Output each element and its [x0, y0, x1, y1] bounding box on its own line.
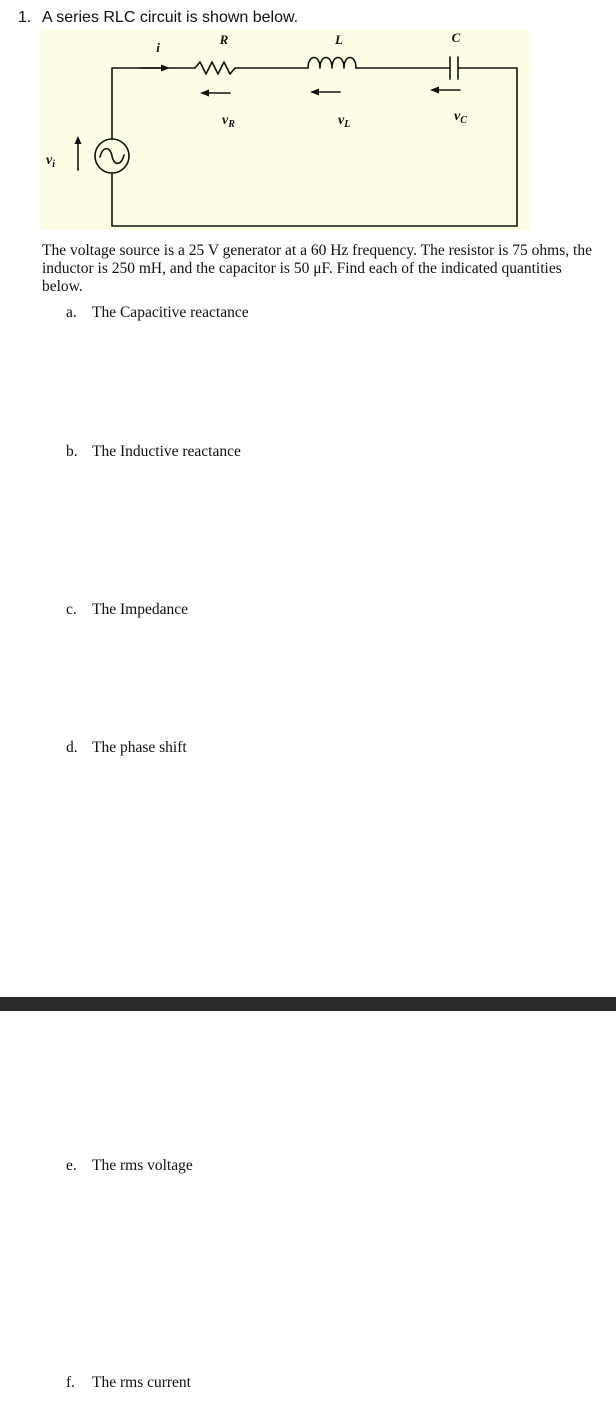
capacitor-label: C	[451, 30, 461, 45]
part-a-text: The Capacitive reactance	[92, 304, 249, 321]
part-c	[66, 601, 188, 619]
vl-label: $v_L$	[338, 113, 351, 130]
part-b	[66, 443, 241, 461]
circuit-background	[40, 30, 530, 230]
question-number: 1.	[18, 9, 32, 26]
part-c-text: The Impedance	[92, 601, 188, 618]
part-b-letter: b.	[66, 443, 78, 460]
resistor-label: R	[219, 32, 229, 47]
page-divider	[0, 997, 616, 1011]
part-e-text: The rms voltage	[92, 1157, 193, 1174]
part-f-letter: f.	[66, 1374, 76, 1391]
inductor-label: L	[335, 32, 343, 47]
current-label: i	[156, 40, 160, 55]
question-heading	[18, 8, 298, 28]
part-f	[66, 1374, 191, 1392]
problem-statement: The voltage source is a 25 V generator at a 60 Hz frequency. The resistor is 75 ohms, the inductor is 250 mH, and the capacitor is 50 μF. Find each of the indicated quantities below.	[42, 242, 592, 295]
part-d-text: The phase shift	[92, 739, 187, 756]
part-c-letter: c.	[66, 601, 77, 618]
vr-label: $v_R$	[222, 113, 235, 130]
rlc-circuit-diagram	[40, 30, 530, 230]
question-title: A series RLC circuit is shown below.	[42, 9, 299, 26]
part-f-text: The rms current	[92, 1374, 191, 1391]
vi-label: $v_i$	[46, 153, 55, 170]
part-d	[66, 739, 187, 757]
part-a	[66, 304, 249, 322]
part-e-letter: e.	[66, 1157, 77, 1174]
part-a-letter: a.	[66, 304, 77, 321]
part-e	[66, 1157, 193, 1175]
part-d-letter: d.	[66, 739, 78, 756]
part-b-text: The Inductive reactance	[92, 443, 241, 460]
vc-label: $v_C$	[454, 109, 467, 126]
